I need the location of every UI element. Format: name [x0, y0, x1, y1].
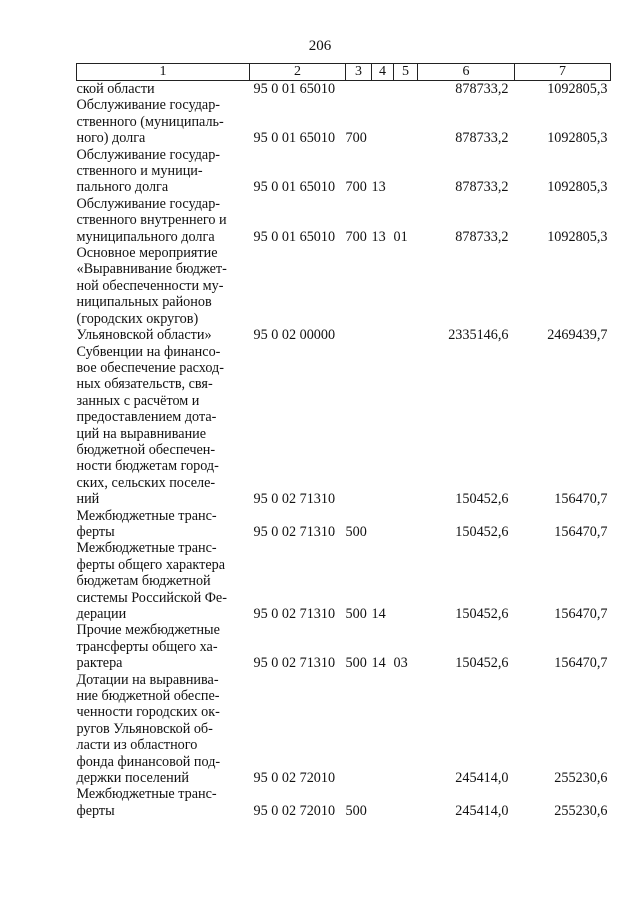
row-name: Прочие межбюджетные трансферты общего ха- рактера	[76, 622, 220, 672]
row-target-code: 95 0 01 65010	[253, 179, 336, 196]
row-section	[372, 508, 394, 541]
budget-table	[76, 63, 611, 819]
row-expense-type	[346, 245, 372, 343]
row-target-code: 95 0 01 65010	[253, 228, 336, 245]
row-target-code: 95 0 02 72010	[253, 802, 336, 819]
row-section: 14	[371, 606, 386, 622]
row-subsection	[394, 508, 418, 541]
row-subsection: 01	[393, 228, 408, 245]
row-amount-col7: 255230,6	[554, 802, 608, 819]
row-target-code: 95 0 01 65010	[253, 130, 336, 147]
row-amount-col7: 156470,7	[554, 655, 608, 672]
row-subsection	[394, 245, 418, 343]
row-expense-type: 700	[345, 228, 367, 245]
row-section: 13	[371, 179, 386, 196]
row-expense-type: 700	[345, 179, 367, 196]
table-row	[77, 81, 611, 98]
header-col-7: 7	[515, 64, 611, 81]
row-target-code: 95 0 02 72010	[253, 770, 336, 787]
header-col-5: 5	[394, 64, 418, 81]
row-amount-col6: 245414,0	[455, 802, 509, 819]
row-name: Межбюджетные транс- ферты	[76, 786, 217, 819]
row-target-code: 95 0 02 71310	[253, 523, 336, 540]
row-section	[372, 672, 394, 787]
header-col-4: 4	[372, 64, 394, 81]
row-section	[372, 344, 394, 508]
row-section	[372, 97, 394, 146]
row-section: 13	[371, 228, 386, 245]
row-section: 14	[371, 655, 386, 672]
row-amount-col6: 878733,2	[455, 228, 509, 245]
row-subsection: 03	[393, 655, 408, 672]
header-row	[77, 64, 611, 81]
row-name: Обслуживание государ- ственного внутреннего и муниципального долга	[76, 195, 227, 245]
row-name: Межбюджетные транс- ферты общего характера бюджетам бюджетной системы Российской Фе- дерации	[76, 540, 227, 622]
table-row	[77, 622, 611, 671]
row-section	[372, 81, 394, 98]
header-col-3: 3	[346, 64, 372, 81]
row-subsection	[394, 97, 418, 146]
row-name: ской области	[76, 81, 155, 97]
row-subsection	[394, 786, 418, 819]
row-name: Обслуживание государ- ственного и муници- пального долга	[76, 146, 221, 196]
row-amount-col6: 150452,6	[455, 491, 509, 508]
row-expense-type	[346, 81, 372, 98]
row-expense-type: 500	[345, 802, 367, 819]
row-expense-type: 500	[345, 606, 367, 622]
row-expense-type	[346, 672, 372, 787]
row-subsection	[394, 81, 418, 98]
row-amount-col7: 2469439,7	[547, 327, 608, 344]
row-target-code: 95 0 02 71310	[253, 606, 336, 622]
row-amount-col6: 878733,2	[455, 130, 509, 147]
row-expense-type: 500	[345, 523, 367, 540]
page-number: 206	[308, 38, 332, 54]
row-amount-col7: 156470,7	[554, 491, 608, 508]
row-amount-col6: 2335146,6	[448, 327, 509, 344]
header-col-1: 1	[77, 64, 250, 81]
row-amount-col6: 150452,6	[455, 655, 509, 672]
table-row	[77, 540, 611, 622]
header-col-2: 2	[250, 64, 346, 81]
table-row	[77, 508, 611, 541]
row-expense-type: 700	[345, 130, 367, 147]
row-amount-col6: 150452,6	[455, 523, 509, 540]
row-section	[372, 245, 394, 343]
row-amount-col7: 1092805,3	[547, 130, 608, 147]
row-expense-type: 500	[345, 655, 367, 672]
row-target-code: 95 0 01 65010	[253, 81, 336, 97]
row-target-code: 95 0 02 00000	[253, 327, 336, 344]
row-target-code: 95 0 02 71310	[253, 491, 336, 508]
row-target-code: 95 0 02 71310	[253, 655, 336, 672]
table-row	[77, 786, 611, 819]
row-amount-col7: 156470,7	[554, 523, 608, 540]
table-row	[77, 344, 611, 508]
row-name: Субвенции на финансо- вое обеспечение расход- ных обязательств, свя- занных с расчётом и предоставлением дота- ций на выравнивание бюджетной обеспечен- ности бюджетам город- ских, сельских поселе- ний	[76, 343, 224, 508]
row-amount-col7: 156470,7	[554, 606, 608, 622]
row-amount-col6: 878733,2	[455, 179, 509, 196]
row-subsection	[394, 672, 418, 787]
table-row	[77, 672, 611, 787]
table-row	[77, 196, 611, 245]
row-name: Межбюджетные транс- ферты	[76, 507, 217, 540]
row-amount-col6: 150452,6	[455, 606, 509, 622]
row-subsection	[394, 540, 418, 622]
row-amount-col7: 1092805,3	[547, 228, 608, 245]
row-expense-type	[346, 344, 372, 508]
row-amount-col6: 878733,2	[455, 81, 509, 97]
row-amount-col6: 245414,0	[455, 770, 509, 787]
row-subsection	[394, 344, 418, 508]
row-amount-col7: 1092805,3	[547, 81, 608, 97]
row-name: Обслуживание государ- ственного (муниципаль- ного) долга	[76, 97, 224, 147]
row-name: Дотации на выравнива- ние бюджетной обеспе- ченности городских ок- ругов Ульяновской об- ласти из областного фонда финансовой под- держки поселений	[76, 671, 221, 787]
row-amount-col7: 1092805,3	[547, 179, 608, 196]
row-subsection	[394, 147, 418, 196]
row-name: Основное мероприятие «Выравнивание бюджет- ной обеспеченности му- ниципальных районов (городских округов) Ульяновской области»	[76, 245, 227, 344]
table-row	[77, 147, 611, 196]
header-col-6: 6	[418, 64, 515, 81]
row-amount-col7: 255230,6	[554, 770, 608, 787]
table-row	[77, 245, 611, 343]
table-row	[77, 97, 611, 146]
row-section	[372, 786, 394, 819]
